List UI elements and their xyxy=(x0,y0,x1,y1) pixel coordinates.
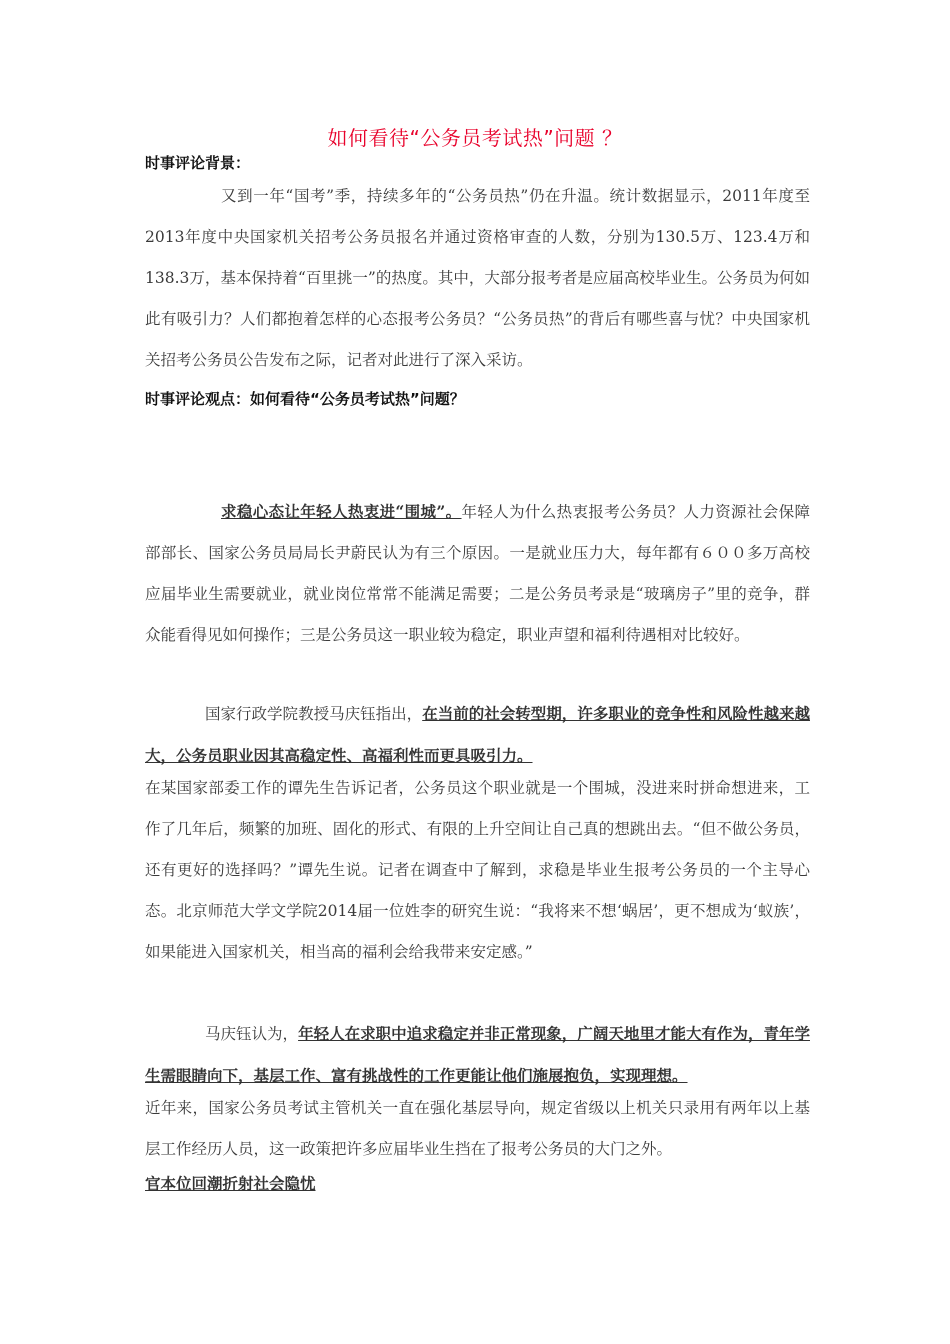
viewpoint-heading: 时事评论观点：如何看待“公务员考试热”问题？ xyxy=(145,390,465,408)
paragraph-emphasis: 年轻人在求职中追求稳定并非正常现象，广阔天地里才能大有作为，青年学生需眼睛向下，基层工作、富有挑战性的工作更能让他们施展抱负，实现理想。 xyxy=(145,1024,810,1085)
paragraph-policy: 近年来，国家公务员考试主管机关一直在强化基层导向，规定省级以上机关只录用有两年以上基层工作经历人员，这一政策把许多应届毕业生挡在了报考公务员的大门之外。 xyxy=(145,1099,810,1158)
background-paragraph: 又到一年“国考”季，持续多年的“公务员热”仍在升温。统计数据显示，2011年度至2013年度中央国家机关招考公务员报名并通过资格审查的人数，分别为130.5万、123.4万和138.3万，基本保持着“百里挑一”的热度。其中，大部分报考者是应届高校毕业生。公务员为何如此有吸引力？人们都抱着怎样的心态报考公务员？“公务员热”的背后有哪些喜与忧？中央国家机关招考公务员公告发布之际，记者对此进行了深入采访。 xyxy=(145,187,810,369)
paragraph-text: 年轻人为什么热衷报考公务员？人力资源社会保障部部长、国家公务员局局长尹蔚民认为有三个原因。一是就业压力大，每年都有６００多万高校应届毕业生需要就业，就业岗位常常不能满足需要；二是公务员考录是“玻璃房子”里的竞争，群众能看得见如何操作；三是公务员这一职业较为稳定，职业声望和福利待遇相对比较好。 xyxy=(145,503,810,644)
paragraph-lead-emphasis: 求稳心态让年轻人热衷进“围城”。 xyxy=(221,502,462,521)
paragraph-emphasis: 在当前的社会转型期，许多职业的竞争性和风险性越来越大，公务员职业因其高稳定性、高福利性而更具吸引力。 xyxy=(145,704,810,765)
section-subheading: 官本位回潮折射社会隐忧 xyxy=(145,1174,316,1193)
paragraph-intro: 马庆钰认为， xyxy=(205,1025,299,1043)
paragraph-professor-opinion xyxy=(145,1013,810,1097)
background-heading: 时事评论背景： xyxy=(145,154,251,172)
paragraph-professor-view xyxy=(145,693,810,777)
paragraph-interview: 在某国家部委工作的谭先生告诉记者，公务员这个职业就是一个围城，没进来时拼命想进来，工作了几年后，频繁的加班、固化的形式、有限的上升空间让自己真的想跳出去。“但不做公务员，还有更好的选择吗？”谭先生说。记者在调查中了解到，求稳是毕业生报考公务员的一个主导心态。北京师范大学文学院2014届一位姓李的研究生说：“我将来不想‘蜗居’，更不想成为‘蚁族’，如果能进入国家机关，相当高的福利会给我带来安定感。” xyxy=(145,779,810,961)
paragraph-intro: 国家行政学院教授马庆钰指出， xyxy=(205,705,423,723)
paragraph-stability-mindset xyxy=(145,491,810,656)
document-title: 如何看待“公务员考试热”问题 ？ xyxy=(327,126,623,150)
